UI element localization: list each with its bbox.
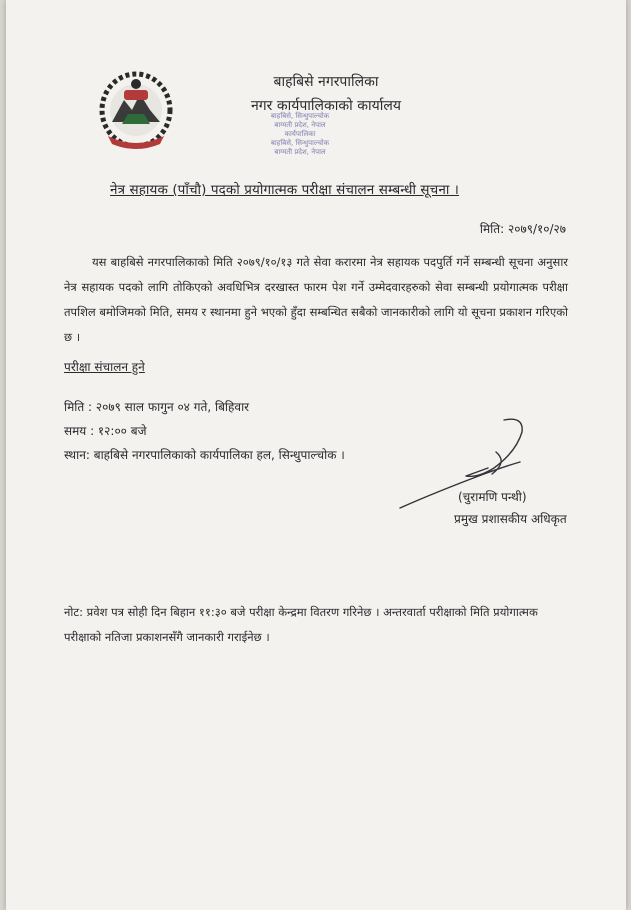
stamp-line: बाग्मती प्रदेश, नेपाल	[274, 148, 326, 156]
stamp-line: कार्यपालिका	[284, 130, 316, 138]
office-name: नगर कार्यपालिकाको कार्यालय	[251, 98, 401, 114]
office-stamp	[250, 112, 350, 174]
stamp-line: बाग्मती प्रदेश, नेपाल	[274, 121, 326, 129]
stamp-line: बाहबिसे, सिन्धुपाल्चोक	[270, 139, 330, 147]
document-page	[6, 0, 626, 910]
notice-note: नोट: प्रवेश पत्र सोही दिन बिहान ११:३० बजे परीक्षा केन्द्रमा वितरण गरिनेछ । अन्तरवार्ता परीक्षाको मिति प्रयोगात्मक परीक्षाको नतिजा प्रकाशनसँगै जानकारी गराईनेछ ।	[64, 605, 538, 644]
exam-venue: स्थान: बाहबिसे नगरपालिकाको कार्यपालिका हल, सिन्धुपाल्चोक ।	[64, 448, 345, 462]
exam-heading: परीक्षा संचालन हुने	[64, 360, 145, 374]
signer-title: प्रमुख प्रशासकीय अधिकृत	[454, 512, 567, 526]
nepal-emblem-icon	[98, 70, 174, 152]
notice-title: नेत्र सहायक (पाँचौ) पदको प्रयोगात्मक परीक्षा संचालन सम्बन्धी सूचना ।	[110, 182, 460, 198]
notice-body: यस बाहबिसे नगरपालिकाको मिति २०७९/१०/१३ गते सेवा करारमा नेत्र सहायक पदपुर्ति गर्ने सम्बन्धी सूचना अनुसार नेत्र सहायक पदको लागि तोकिएको अवधिभित्र दरखास्त फारम पेश गर्ने उम्मेदवारहरुको सेवा सम्बन्धी प्रयोगात्मक परीक्षा तपशिल बमोजिमको मिति, समय र स्थानमा हुने भएको हुँदा सम्बन्धित सबैको जानकारीको लागि यो सूचना प्रकाशन गरिएको छ ।	[64, 255, 568, 344]
exam-date: मिति : २०७९ साल फागुन ०४ गते, बिहिवार	[64, 400, 250, 414]
notice-date: मिति: २०७९/१०/२७	[479, 222, 566, 236]
stamp-line: बाहबिसे, सिन्धुपाल्चोक	[270, 112, 330, 120]
exam-time: समय : १२:०० बजे	[64, 424, 147, 438]
municipality-name: बाहबिसे नगरपालिका	[273, 74, 379, 90]
signer-name: (चुरामणि पन्थी)	[458, 490, 527, 504]
